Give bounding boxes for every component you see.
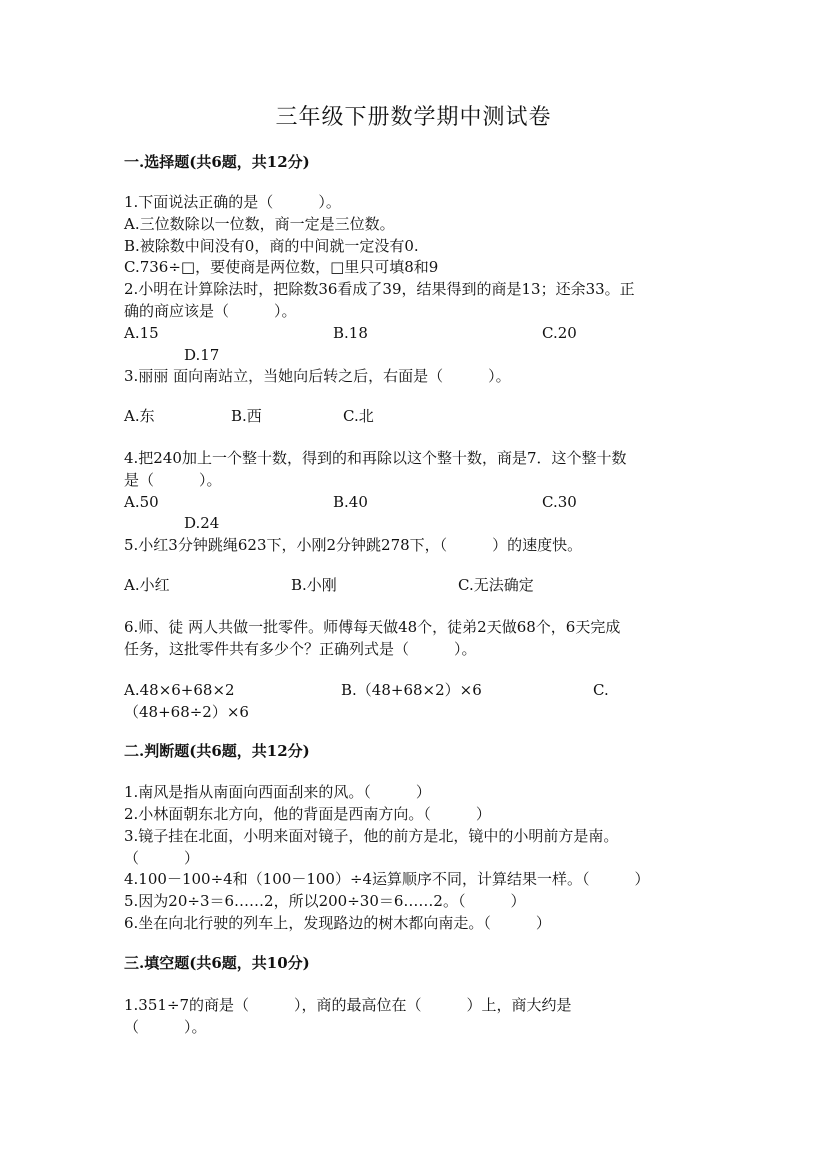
question-4-option-c: C.30 xyxy=(542,493,577,511)
judgement-line-2: 2.小林面朝东北方向，他的背面是西南方向。（ ） xyxy=(124,805,491,823)
question-6-option-b: B.（48+68×2）×6 xyxy=(341,681,482,699)
question-2-option-a: A.15 xyxy=(124,324,159,342)
judgement-line-3-blank: （ ） xyxy=(124,849,200,867)
question-1-option-b: B.被除数中间没有0，商的中间就一定没有0. xyxy=(124,237,419,255)
judgement-line-4: 4.100－100÷4和（100－100）÷4运算顺序不同，计算结果一样。（ ） xyxy=(124,870,650,888)
question-6-option-a: A.48×6+68×2 xyxy=(124,681,235,699)
question-4-option-a: A.50 xyxy=(124,493,159,511)
question-4-stem-line-2: 是（ ）。 xyxy=(124,471,222,489)
question-6-stem-line-1: 6.师、徒 两人共做一批零件。师傅每天做48个，徒弟2天做68个，6天完成 xyxy=(124,618,621,636)
judgement-line-5: 5.因为20÷3＝6……2，所以200÷30＝6……2。（ ） xyxy=(124,892,526,910)
question-3-option-b: B.西 xyxy=(231,407,262,425)
section-heading-choice: 一.选择题(共6题，共12分) xyxy=(124,153,310,171)
section-heading-fill-in: 三.填空题(共6题，共10分) xyxy=(124,954,310,972)
question-2-stem-line-1: 2.小明在计算除法时，把除数36看成了39，结果得到的商是13；还余33。正 xyxy=(124,280,635,298)
question-1-option-c: C.736÷□，要使商是两位数，□里只可填8和9 xyxy=(124,258,439,276)
judgement-line-6: 6.坐在向北行驶的列车上，发现路边的树木都向南走。（ ） xyxy=(124,914,551,932)
section-heading-judgement: 二.判断题(共6题，共12分) xyxy=(124,742,310,760)
question-6-option-c-expression: （48+68÷2）×6 xyxy=(124,703,249,721)
question-5-option-c: C.无法确定 xyxy=(458,576,534,594)
question-2-option-b: B.18 xyxy=(333,324,368,342)
question-3-stem: 3.丽丽 面向南站立，当她向后转之后，右面是（ ）。 xyxy=(124,367,511,385)
question-5-option-b: B.小刚 xyxy=(291,576,337,594)
question-3-option-c: C.北 xyxy=(343,407,374,425)
question-4-option-d: D.24 xyxy=(184,514,220,532)
question-6-stem-line-2: 任务，这批零件共有多少个？正确列式是（ ）。 xyxy=(124,640,477,658)
question-5-option-a: A.小红 xyxy=(124,576,170,594)
judgement-line-1: 1.南风是指从南面向西面刮来的风。（ ） xyxy=(124,783,431,801)
question-6-option-c-label: C. xyxy=(593,681,609,699)
question-2-option-d: D.17 xyxy=(184,346,220,364)
question-4-stem-line-1: 4.把240加上一个整十数，得到的和再除以这个整十数，商是7．这个整十数 xyxy=(124,449,627,467)
fill-in-line-2: （ ）。 xyxy=(124,1018,207,1036)
question-5-stem: 5.小红3分钟跳绳623下，小刚2分钟跳278下，（ ）的速度快。 xyxy=(124,536,583,554)
page-title: 三年级下册数学期中测试卷 xyxy=(275,105,552,130)
question-1-option-a: A.三位数除以一位数，商一定是三位数。 xyxy=(124,215,395,233)
question-1-stem: 1.下面说法正确的是（ ）。 xyxy=(124,193,341,211)
question-2-option-c: C.20 xyxy=(542,324,577,342)
question-4-option-b: B.40 xyxy=(333,493,368,511)
question-3-option-a: A.东 xyxy=(124,407,155,425)
judgement-line-3: 3.镜子挂在北面，小明来面对镜子，他的前方是北，镜中的小明前方是南。 xyxy=(124,827,619,845)
question-2-stem-line-2: 确的商应该是（ ）。 xyxy=(124,302,297,320)
fill-in-line-1: 1.351÷7的商是（ ），商的最高位在（ ）上，商大约是 xyxy=(124,996,572,1014)
